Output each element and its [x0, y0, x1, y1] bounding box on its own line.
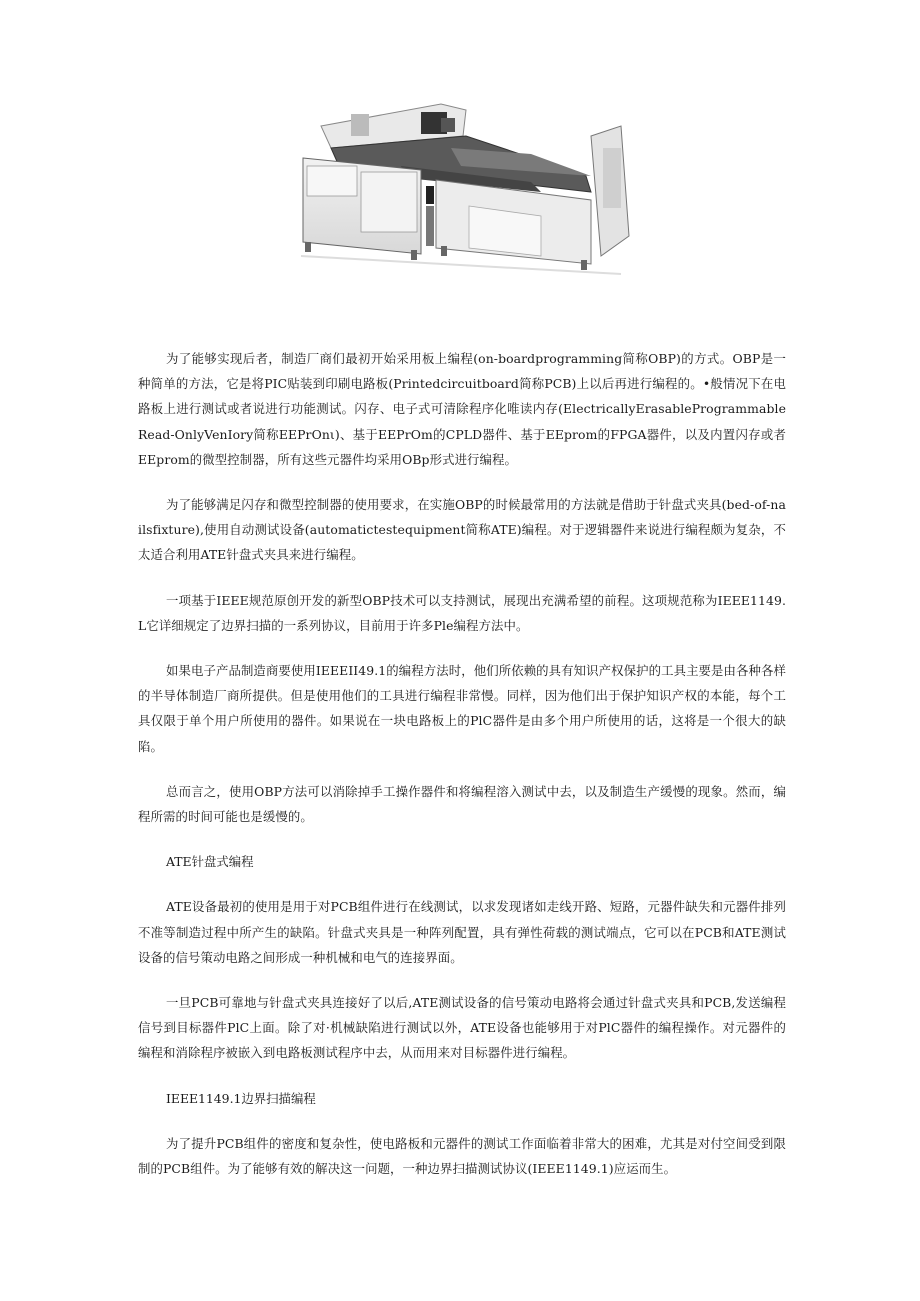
section-heading-ate: ATE针盘式编程 [166, 854, 254, 870]
paragraph-ieee-tools: 如果电子产品制造商要使用IEEEII49.1的编程方法时，他们所依赖的具有知识产权保护的工具主要是由各种各样的半导体制造厂商所提供。但是使用他们的工具进行编程非常慢。同样，因为他们出于保护知识产权的本能，每个工具仅限于单个用户所使用的器件。如果说在一块电路板上的PlC器件是由多个用户所使用的话，这将是一个很大的缺陷。 [138, 663, 786, 754]
paragraph-obp-intro: 为了能够实现后者，制造厂商们最初开始采用板上编程(on-boardprogramming简称OBP)的方式。OBP是一种简单的方法，它是将PIC贴装到印刷电路板(Printedcircuitboard简称PCB)上以后再进行编程的。•般情况下在电路板上进行测试或者说进行功能测试。闪存、电子式可清除程序化唯读内存(ElectricallyErasableProgrammableRead-OnlyVenIory简称EEPrOnι)、基于EEPrOm的CPLD器件、基于EEprom的FPGA器件，以及内置闪存或者EEprom的微型控制器，所有这些元器件均采用OBp形式进行编程。 [138, 351, 786, 467]
paragraph-boundary-scan: 为了提升PCB组件的密度和复杂性，使电路板和元器件的测试工作面临着非常大的困难，尤其是对付空间受到限制的PCB组件。为了能够有效的解决这一问题，一种边界扫描测试协议(IEEE1149.1)应运而生。 [138, 1135, 786, 1177]
section-heading-boundary-scan: IEEE1149.1边界扫描编程 [166, 1090, 316, 1106]
machine-photo [291, 96, 636, 282]
pcb-assembly-machine-icon [291, 96, 636, 282]
paragraph-ieee-obp: 一项基于IEEE规范原创开发的新型OBP技术可以支持测试，展现出充满希望的前程。这项规范称为IEEE1149.L它详细规定了边界扫描的一系列协议，目前用于许多Ple编程方法中。 [138, 592, 786, 633]
article-body [138, 346, 786, 1201]
paragraph-summary: 总而言之，使用OBP方法可以消除掉手工操作器件和将编程溶入测试中去，以及制造生产缓慢的现象。然而，编程所需的时间可能也是缓慢的。 [138, 783, 786, 825]
paragraph-ate-programming: 一旦PCB可靠地与针盘式夹具连接好了以后,ATE测试设备的信号策动电路将会通过针盘式夹具和PCB,发送编程信号到目标器件PlC上面。除了对·机械缺陷进行测试以外，ATE设备也能够用于对PlC器件的编程操作。对元器件的编程和消除程序被嵌入到电路板测试程序中去，从而用来对目标器件进行编程。 [138, 995, 786, 1061]
paragraph-bed-of-nails: 为了能够满足闪存和微型控制器的使用要求，在实施OBP的时候最常用的方法就是借助于针盘式夹具(bed-of-nailsfixture),使用自动测试设备(automatictestequipment简称ATE)编程。对于逻辑器件来说进行编程颇为复杂，不太适合利用ATE针盘式夹具来进行编程。 [138, 497, 786, 563]
paragraph-ate-usage: ATE设备最初的使用是用于对PCB组件进行在线测试，以求发现诸如走线开路、短路，元器件缺失和元器件排列不准等制造过程中所产生的缺陷。针盘式夹具是一种阵列配置，具有弹性荷载的测试端点，它可以在PCB和ATE测试设备的信号策动电路之间形成一种机械和电气的连接界面。 [138, 899, 786, 965]
